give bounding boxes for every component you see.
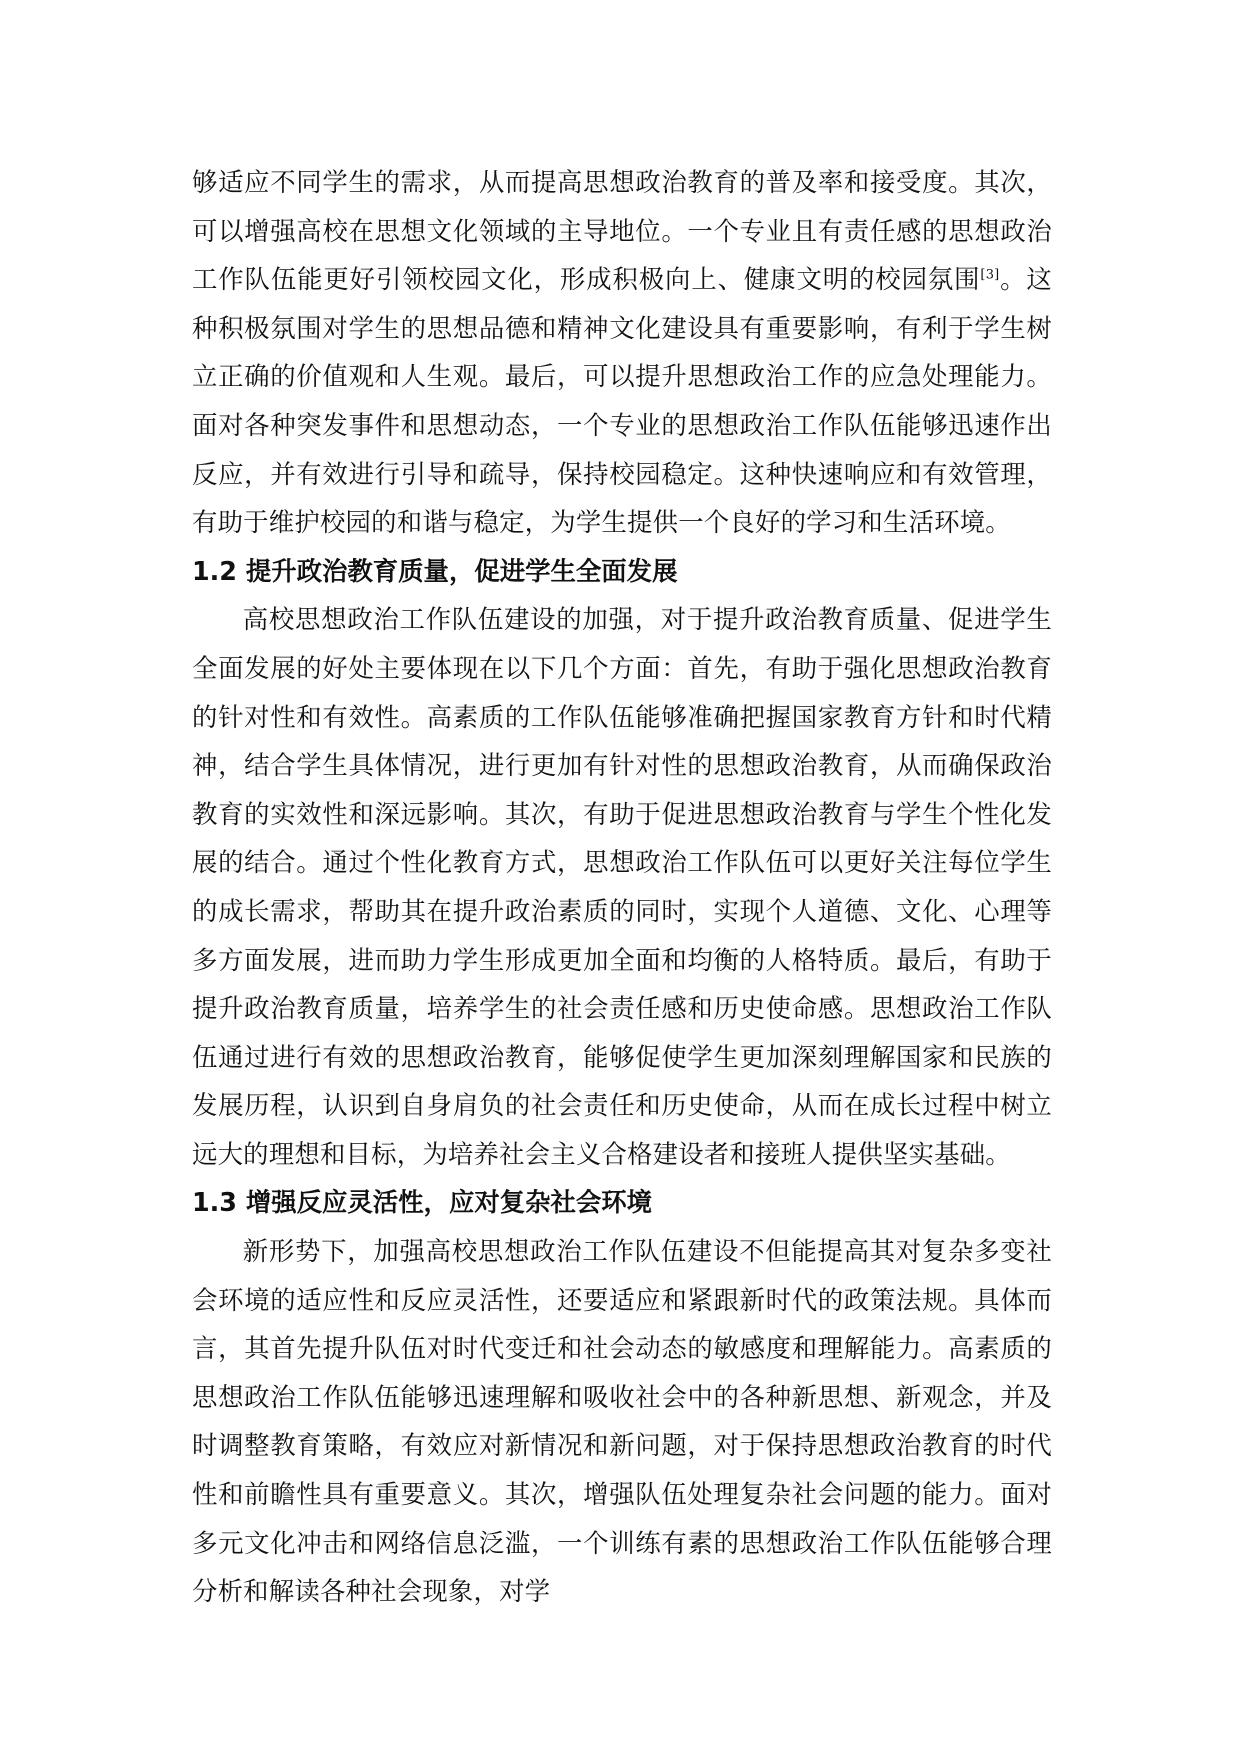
paragraph-text: 。这种积极氛围对学生的思想品德和精神文化建设具有重要影响，有利于学生树立正确的价值观和人生观。最后，可以提升思想政治工作的应急处理能力。面对各种突发事件和思想动态，一个专业的思想政治工作队伍能够迅速作出反应，并有效进行引导和疏导，保持校园稳定。这种快速响应和有效管理，有助于维护校园的和谐与稳定，为学生提供一个良好的学习和生活环境。 (192, 264, 1052, 538)
paragraph-1-3: 新形势下，加强高校思想政治工作队伍建设不但能提高其对复杂多变社会环境的适应性和反应灵活性，还要适应和紧跟新时代的政策法规。具体而言，其首先提升队伍对时代变迁和社会动态的敏感度和理解能力。高素质的思想政治工作队伍能够迅速理解和吸收社会中的各种新思想、新观念，并及时调整教育策略，有效应对新情况和新问题，对于保持思想政治教育的时代性和前瞻性具有重要意义。其次，增强队伍处理复杂社会问题的能力。面对多元文化冲击和网络信息泛滥，一个训练有素的思想政治工作队伍能够合理分析和解读各种社会现象，对学 (192, 1236, 1052, 1607)
paragraph-continuation (192, 158, 1052, 547)
citation-marker: [3] (980, 267, 1000, 283)
paragraph-1-2: 高校思想政治工作队伍建设的加强，对于提升政治教育质量、促进学生全面发展的好处主要体现在以下几个方面：首先，有助于强化思想政治教育的针对性和有效性。高素质的工作队伍能够准确把握国家教育方针和时代精神，结合学生具体情况，进行更加有针对性的思想政治教育，从而确保政治教育的实效性和深远影响。其次，有助于促进思想政治教育与学生个性化发展的结合。通过个性化教育方式，思想政治工作队伍可以更好关注每位学生的成长需求，帮助其在提升政治素质的同时，实现个人道德、文化、心理等多方面发展，进而助力学生形成更加全面和均衡的人格特质。最后，有助于提升政治教育质量，培养学生的社会责任感和历史使命感。思想政治工作队伍通过进行有效的思想政治教育，能够促使学生更加深刻理解国家和民族的发展历程，认识到自身肩负的社会责任和历史使命，从而在成长过程中树立远大的理想和目标，为培养社会主义合格建设者和接班人提供坚实基础。 (192, 604, 1052, 1169)
section-heading-1-2: 1.2 提升政治教育质量，促进学生全面发展 (192, 555, 678, 586)
section-heading-1-3: 1.3 增强反应灵活性，应对复杂社会环境 (192, 1187, 653, 1218)
paragraph-text: 够适应不同学生的需求，从而提高思想政治教育的普及率和接受度。其次，可以增强高校在思想文化领域的主导地位。一个专业且有责任感的思想政治工作队伍能更好引领校园文化，形成积极向上、健康文明的校园氛围 (192, 167, 1052, 295)
document-page (192, 158, 1052, 1616)
